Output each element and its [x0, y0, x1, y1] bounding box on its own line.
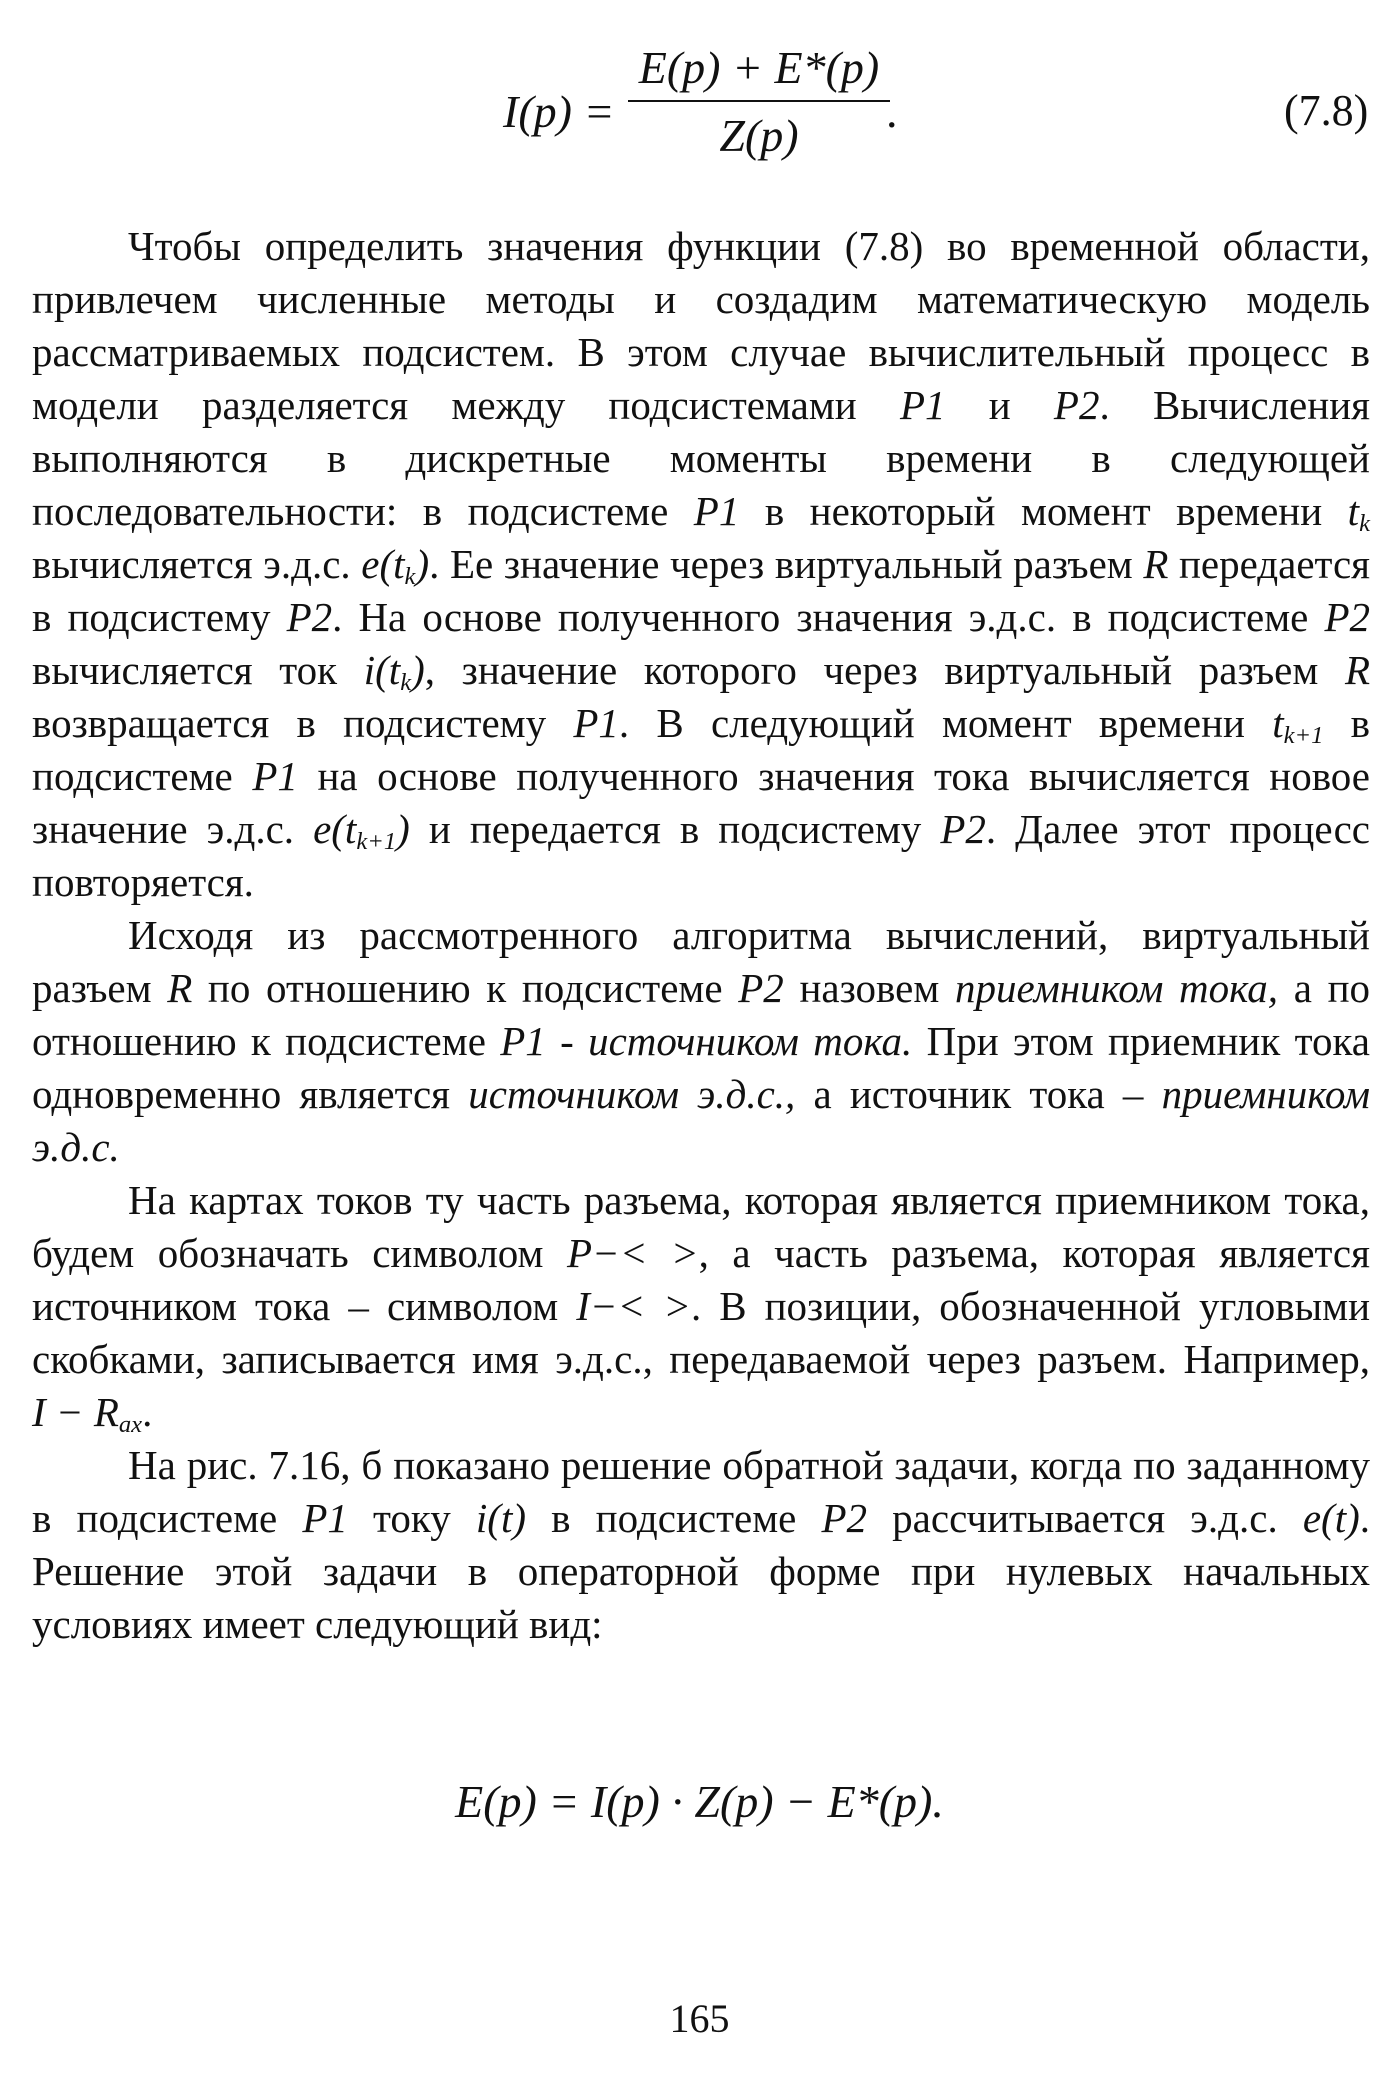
math-inline — [1054, 382, 1100, 428]
math-suffix: ) — [411, 647, 425, 693]
math-inline — [738, 965, 784, 1011]
text-run: вычисляется э.д.с. — [32, 541, 362, 587]
paragraph-4 — [32, 1439, 1370, 1651]
text-run: , а часть разъема, которая является источником тока – символом — [32, 1230, 1370, 1329]
math-inline — [900, 382, 946, 428]
text-run: , значение которого через виртуальный разъем — [424, 647, 1345, 693]
formula-dot: . — [886, 86, 898, 137]
text-run: . Ее значение через виртуальный разъем — [429, 541, 1144, 587]
math-symbol: e(t — [313, 806, 357, 852]
math-symbol: P1 — [302, 1495, 348, 1541]
math-inline — [1347, 488, 1370, 538]
math-inline — [313, 806, 410, 856]
text-run: На картах токов ту часть разъема, которая является приемником тока, будем обозначать символом — [32, 1177, 1370, 1276]
math-subscript: k — [1359, 510, 1370, 538]
text-run: . В позиции, обозначенной угловыми скобками, записывается имя э.д.с., передаваемой через разъем. Например, — [32, 1283, 1371, 1382]
italic-term: источником э.д.с., — [468, 1071, 796, 1117]
math-subscript: k — [400, 669, 412, 697]
math-symbol: P1 — [693, 488, 740, 534]
math-symbol: P2 — [738, 965, 784, 1011]
text-run: . В следующий момент времени — [618, 700, 1273, 746]
math-symbol: R — [167, 965, 193, 1011]
math-inline — [694, 488, 740, 534]
math-symbol: e(t) — [1302, 1495, 1360, 1541]
text-run: возвращается в подсистему — [32, 700, 574, 746]
math-symbol: P2 — [286, 594, 333, 640]
italic-term: приемником тока, — [954, 965, 1279, 1011]
text-run: . — [142, 1389, 153, 1435]
text-run: . На основе полученного значения э.д.с. в подсистеме — [332, 594, 1325, 640]
italic-term: приемником э.д.с. — [32, 1071, 1370, 1170]
math-inline — [1143, 541, 1168, 587]
math-inline — [1345, 647, 1370, 693]
formula-bottom: E(p) = I(p) · Z(p) − E*(p). — [455, 1776, 944, 1827]
paragraph-2 — [32, 909, 1370, 1174]
math-inline — [476, 1495, 526, 1541]
text-run: . Далее этот процесс повторяется. — [32, 806, 1370, 905]
math-symbol: R — [1143, 541, 1169, 587]
text-run: в подсистеме — [526, 1495, 822, 1541]
math-inline — [500, 1018, 546, 1064]
text-run: в некоторый момент времени — [739, 488, 1348, 534]
formula-denominator: Z(p) — [719, 110, 799, 161]
paragraph-1 — [32, 220, 1370, 909]
math-inline — [940, 806, 986, 852]
text-run: на основе полученного значения тока вычисляется новое значение э.д.с. — [32, 753, 1370, 852]
math-symbol: i(t — [363, 647, 401, 693]
italic-term: источником тока. — [588, 1018, 913, 1064]
math-inline — [567, 1230, 699, 1276]
formula-lhs: I(p) = — [503, 86, 615, 137]
math-inline — [1303, 1495, 1360, 1541]
formula-fraction — [628, 40, 890, 164]
math-symbol: I − R — [32, 1389, 119, 1435]
math-subscript: k — [404, 563, 416, 591]
math-subscript: ax — [118, 1411, 143, 1439]
math-inline — [167, 965, 192, 1011]
text-run: Исходя из рассмотренного алгоритма вычислений, виртуальный разъем — [32, 912, 1370, 1011]
text-run: . Решение этой задачи в операторной форме при нулевых начальных условиях имеет следующий вид: — [32, 1495, 1371, 1647]
math-inline — [252, 753, 298, 799]
math-symbol: e(t — [361, 541, 405, 587]
math-inline — [573, 700, 619, 746]
math-inline — [32, 1389, 143, 1439]
text-run: При этом приемник тока одновременно является — [32, 1018, 1370, 1117]
math-symbol: I−< > — [576, 1283, 691, 1329]
paragraph-3 — [32, 1174, 1370, 1439]
text-run: и — [945, 382, 1054, 428]
math-symbol: P2 — [1324, 594, 1370, 640]
math-inline — [576, 1283, 691, 1329]
text-run: Чтобы определить значения функции (7.8) во временной области, привлечем численные методы и создадим математическую модель рассматриваемых подсистем. В этом случае вычислительный процесс в модели разделяется между подсистемами — [32, 223, 1370, 428]
body-text — [32, 220, 1370, 1651]
formula-7-8 — [0, 40, 1399, 170]
math-symbol: P2 — [821, 1495, 868, 1541]
text-run: назовем — [783, 965, 955, 1011]
math-symbol: P1 — [500, 1018, 546, 1064]
math-inline — [822, 1495, 868, 1541]
math-symbol: P2 — [940, 806, 986, 852]
math-symbol: i(t) — [475, 1495, 526, 1541]
math-inline — [302, 1495, 348, 1541]
text-run: На рис. 7.16, б показано решение обратной задачи, когда по заданному в подсистеме — [32, 1442, 1370, 1541]
page-number: 165 — [669, 1996, 730, 2041]
math-symbol: t — [1272, 700, 1284, 746]
math-inline — [287, 594, 333, 640]
text-run: току — [347, 1495, 476, 1541]
math-inline — [361, 541, 430, 591]
fraction-bar — [628, 100, 890, 102]
math-suffix: ) — [396, 806, 410, 852]
text-run: передается в подсистему — [32, 541, 1371, 640]
math-symbol: R — [1344, 647, 1370, 693]
equation-number: (7.8) — [1284, 86, 1369, 135]
math-inline — [1324, 594, 1370, 640]
text-run: в подсистеме — [32, 700, 1370, 799]
math-symbol: P1 — [252, 753, 298, 799]
text-run: а по отношению к подсистеме — [32, 965, 1371, 1064]
math-symbol: P1 — [899, 382, 946, 428]
text-run: по отношению к подсистеме — [192, 965, 739, 1011]
text-run: а источник тока – — [795, 1071, 1162, 1117]
math-symbol: P−< > — [567, 1230, 699, 1276]
text-run: и передается в подсистему — [409, 806, 941, 852]
text-run: рассчитывается э.д.с. — [867, 1495, 1303, 1541]
math-suffix: ) — [415, 541, 430, 587]
formula-numerator: E(p) + E*(p) — [638, 42, 880, 93]
math-symbol: P1 — [573, 700, 619, 746]
text-run: - — [545, 1018, 589, 1064]
math-inline — [363, 647, 425, 697]
math-symbol: t — [1347, 488, 1360, 534]
math-subscript: k+1 — [356, 828, 397, 856]
math-inline — [1272, 700, 1324, 750]
text-run: . Вычисления выполняются в дискретные моменты времени в следующей последовательности: в подсистеме — [32, 382, 1370, 534]
math-subscript: k+1 — [1283, 722, 1324, 750]
math-symbol: P2 — [1053, 382, 1100, 428]
text-run: вычисляется ток — [32, 647, 364, 693]
